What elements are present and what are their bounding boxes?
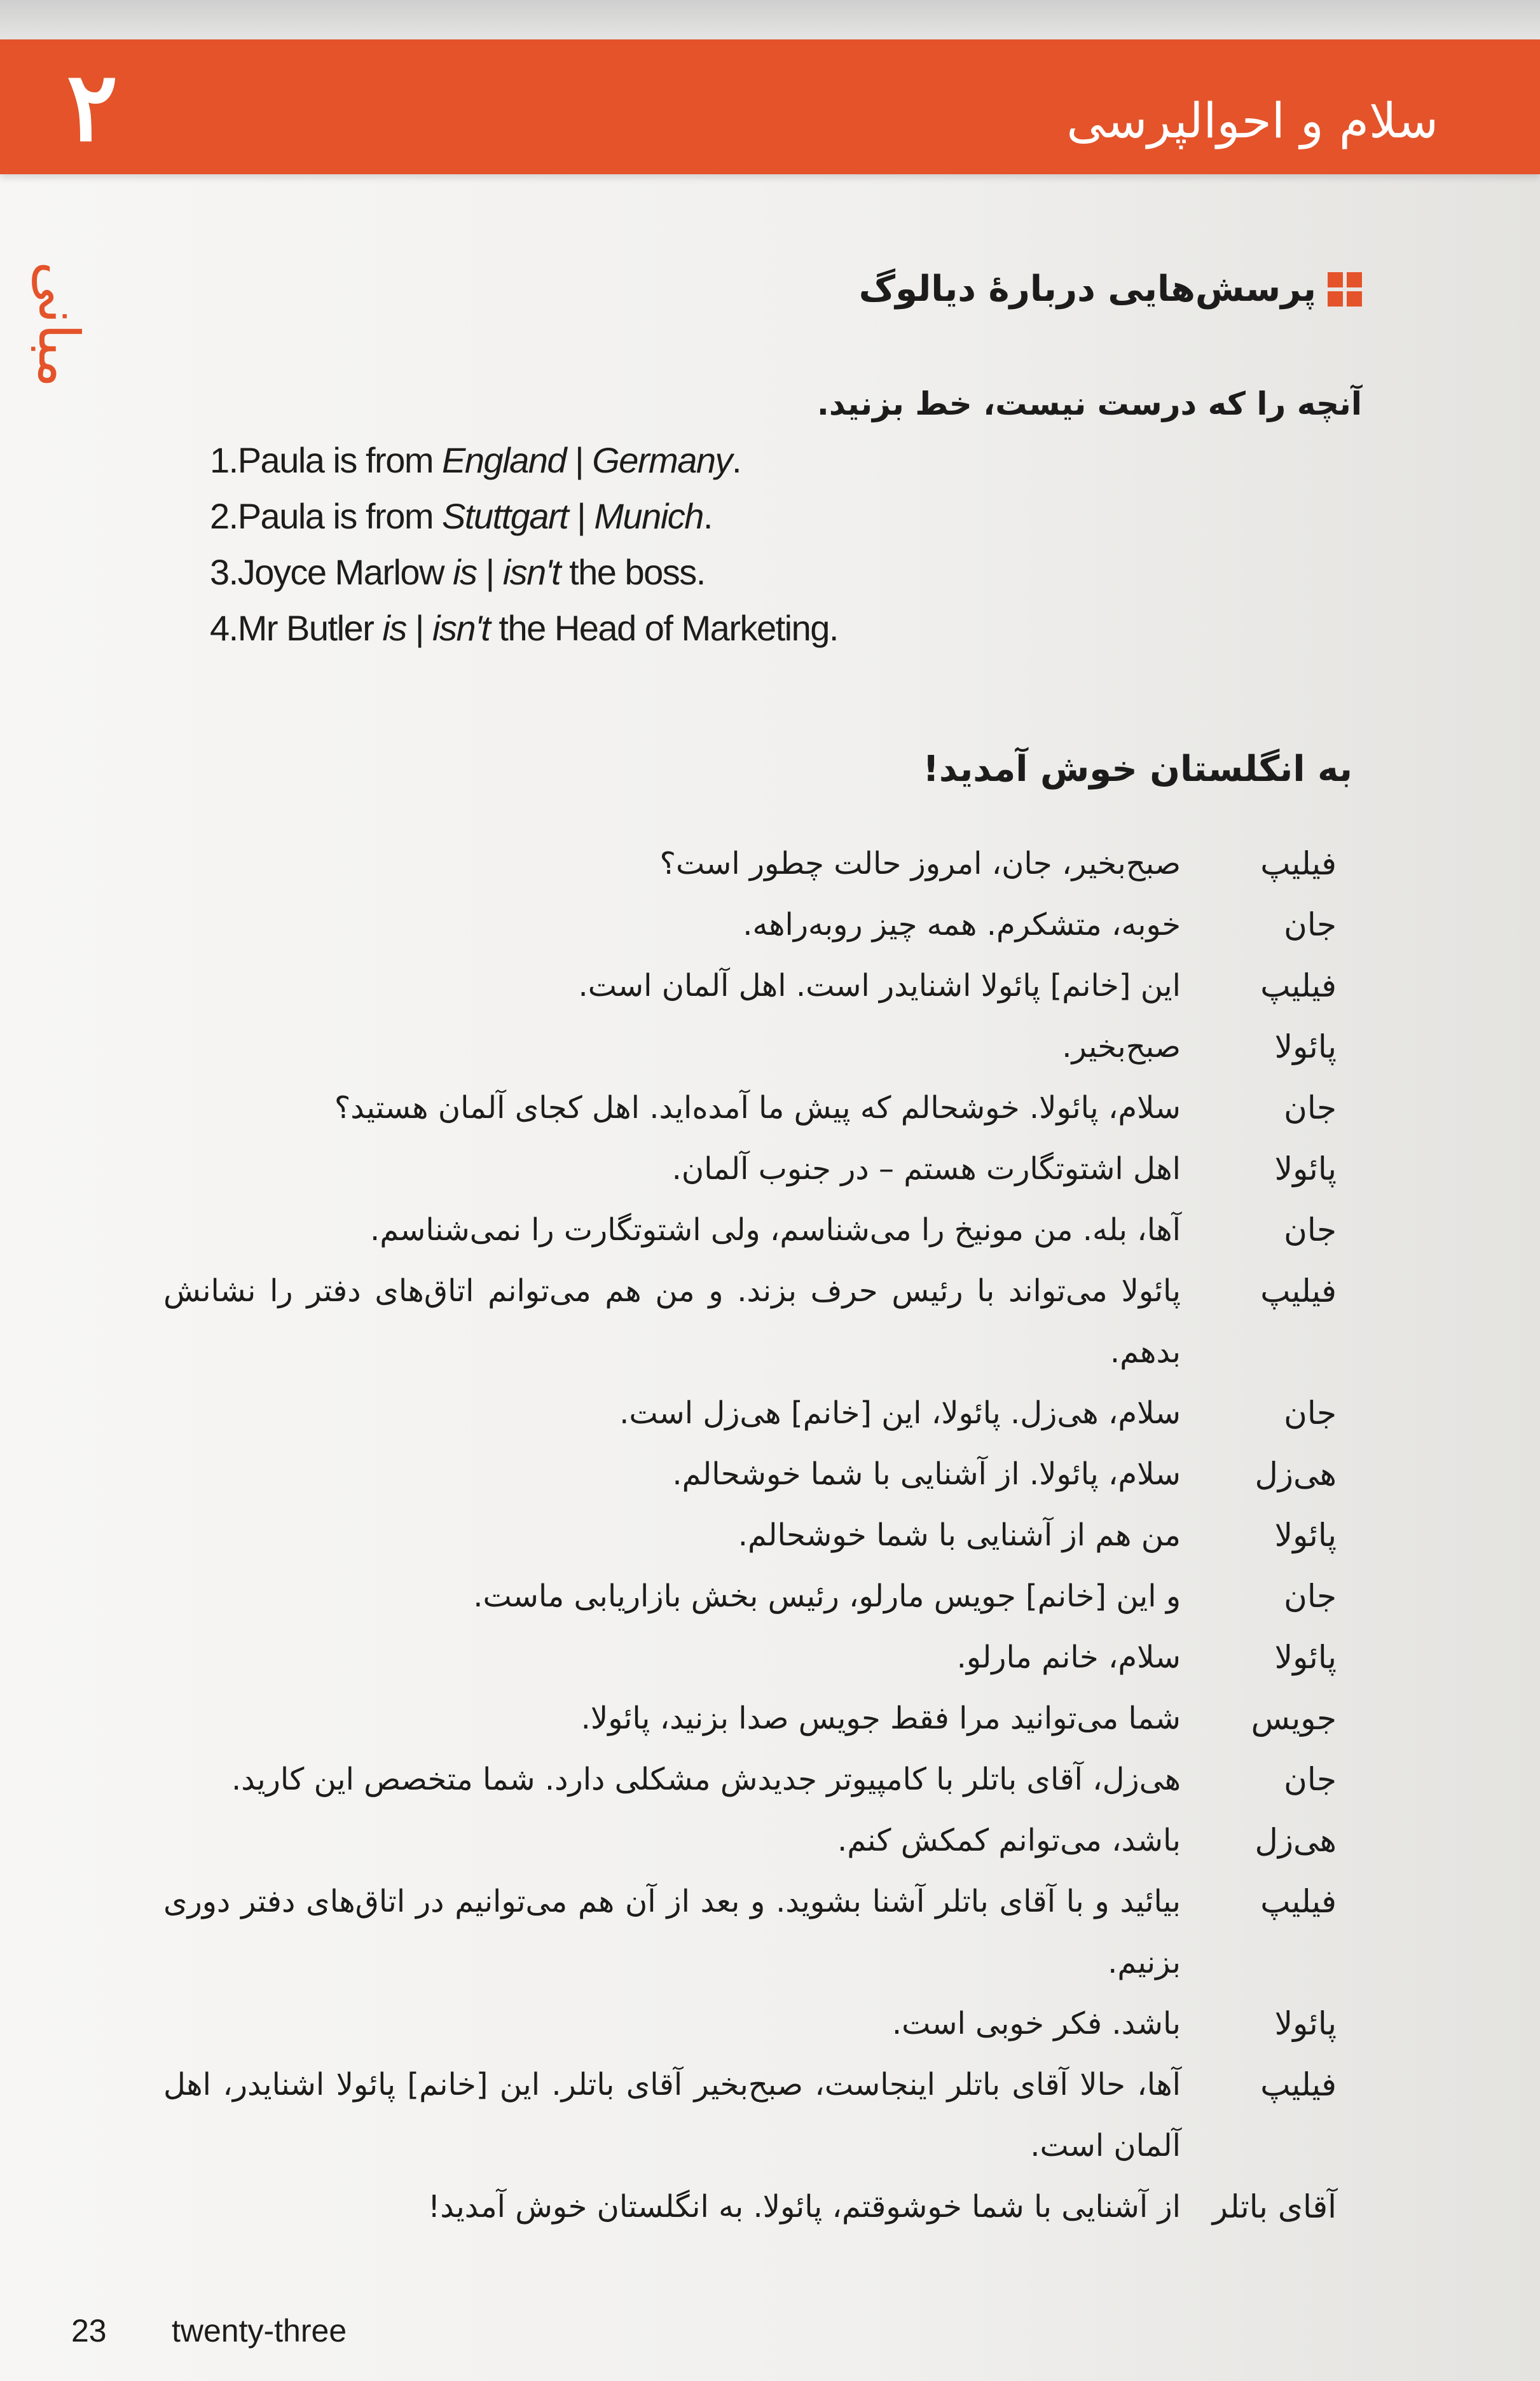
dialogue-line bbox=[0, 1383, 1540, 1444]
dialog-title: به انگلستان خوش آمدید! bbox=[923, 749, 1352, 790]
dialogue-line bbox=[0, 2176, 1540, 2237]
question-list bbox=[210, 432, 1164, 656]
dialogue-line bbox=[0, 1688, 1540, 1749]
dialogue-line bbox=[0, 955, 1540, 1016]
speech-text: بیائید و با آقای باتلر آشنا بشوید. و بعد از آن هم می‌توانیم در اتاق‌های دفتر دوری بزنیم. bbox=[163, 1884, 1181, 1980]
dialogue-line bbox=[0, 2054, 1540, 2176]
speaker-name: جان bbox=[1284, 1761, 1337, 1798]
dialogue-line bbox=[0, 1566, 1540, 1627]
speaker-name: پائولا bbox=[1274, 1028, 1337, 1065]
speech-text: سلام، هی‌زل. پائولا، این [خانم] هی‌زل است. bbox=[619, 1395, 1181, 1431]
dialogue bbox=[0, 833, 1540, 2237]
speech-text: و این [خانم] جویس مارلو، رئیس بخش بازاریابی ماست. bbox=[473, 1578, 1181, 1614]
dialogue-line bbox=[0, 1993, 1540, 2054]
question-item: 4.Mr Butler is | isn't the Head of Marketing. bbox=[210, 608, 838, 648]
four-squares-icon bbox=[1328, 272, 1362, 307]
dialogue-line bbox=[0, 1810, 1540, 1871]
question-item: 1.Paula is from England | Germany. bbox=[210, 440, 741, 480]
speech-text: هی‌زل، آقای باتلر با کامپیوتر جدیدش مشکلی دارد. شما متخصص این کارید. bbox=[231, 1762, 1181, 1797]
dialogue-line bbox=[0, 1444, 1540, 1505]
speech-text: شما می‌توانید مرا فقط جویس صدا بزنید، پائولا. bbox=[581, 1701, 1181, 1736]
speech-text: آها، بله. من مونیخ را می‌شناسم، ولی اشتوتگارت را نمی‌شناسم. bbox=[369, 1212, 1181, 1248]
speech-text: این [خانم] پائولا اشنایدر است. اهل آلمان است. bbox=[578, 968, 1181, 1004]
speaker-name: پائولا bbox=[1274, 2005, 1337, 2042]
speaker-name: آقای باتلر bbox=[1212, 2188, 1337, 2225]
speaker-name: فیلیپ bbox=[1260, 1883, 1337, 1920]
speech-text: من هم از آشنایی با شما خوشحالم. bbox=[738, 1517, 1181, 1553]
option-a: Stuttgart bbox=[442, 496, 568, 536]
side-logo: مبانی bbox=[26, 261, 92, 388]
speaker-name: جان bbox=[1284, 1211, 1337, 1248]
option-b: isn't bbox=[432, 608, 490, 648]
question-item: 3.Joyce Marlow is | isn't the boss. bbox=[210, 552, 705, 592]
speech-text: خوبه، متشکرم. همه چیز روبه‌راهه. bbox=[743, 907, 1181, 942]
speech-text: سلام، پائولا. خوشحالم که پیش ما آمده‌اید. اهل کجای آلمان هستید؟ bbox=[334, 1090, 1181, 1126]
speaker-name: پائولا bbox=[1274, 1639, 1337, 1676]
speaker-name: جویس bbox=[1251, 1700, 1337, 1737]
option-b: Munich bbox=[594, 496, 703, 536]
option-a: England bbox=[442, 440, 567, 480]
speaker-name: پائولا bbox=[1274, 1517, 1337, 1554]
dialogue-line bbox=[0, 833, 1540, 894]
speaker-name: هی‌زل bbox=[1255, 1822, 1337, 1859]
section-heading-text: پرسش‌هایی دربارهٔ دیالوگ bbox=[858, 268, 1316, 310]
speaker-name: فیلیپ bbox=[1260, 2066, 1337, 2103]
option-a: is bbox=[453, 552, 477, 592]
dialogue-line bbox=[0, 1077, 1540, 1138]
option-b: Germany bbox=[592, 440, 732, 480]
instruction-text: آنچه را که درست نیست، خط بزنید. bbox=[816, 385, 1362, 422]
dialogue-line bbox=[0, 1749, 1540, 1810]
speaker-name: جان bbox=[1284, 1395, 1337, 1432]
question-item: 2.Paula is from Stuttgart | Munich. bbox=[210, 496, 712, 536]
page-number-words: twenty-three bbox=[172, 2313, 347, 2349]
dialogue-line bbox=[0, 1871, 1540, 1993]
section-heading bbox=[859, 261, 1362, 318]
option-b: isn't bbox=[502, 552, 561, 592]
speech-text: صبح‌بخیر، جان، امروز حالت چطور است؟ bbox=[659, 846, 1181, 881]
speech-text: باشد. فکر خوبی است. bbox=[891, 2006, 1181, 2041]
speaker-name: فیلیپ bbox=[1260, 967, 1337, 1004]
speech-text: صبح‌بخیر. bbox=[1062, 1029, 1181, 1065]
chapter-number: ۲ bbox=[66, 51, 118, 163]
dialogue-line bbox=[0, 1016, 1540, 1077]
speaker-name: فیلیپ bbox=[1260, 845, 1337, 882]
speech-text: پائولا می‌تواند با رئیس حرف بزند. و من هم می‌توانم اتاق‌های دفتر را نشانش بدهم. bbox=[163, 1273, 1181, 1370]
speaker-name: جان bbox=[1284, 1578, 1337, 1615]
speaker-name: پائولا bbox=[1274, 1150, 1337, 1187]
speech-text: باشد، می‌توانم کمکش کنم. bbox=[837, 1823, 1181, 1858]
speaker-name: جان bbox=[1284, 1089, 1337, 1126]
speech-text: آها، حالا آقای باتلر اینجاست، صبح‌بخیر آقای باتلر. این [خانم] پائولا اشنایدر، اهل آلمان است. bbox=[163, 2067, 1181, 2164]
dialogue-line bbox=[0, 1505, 1540, 1566]
speech-text: سلام، پائولا. از آشنایی با شما خوشحالم. bbox=[672, 1456, 1181, 1492]
dialogue-line bbox=[0, 1199, 1540, 1260]
option-a: is bbox=[382, 608, 406, 648]
speech-text: از آشنایی با شما خوشوقتم، پائولا. به انگلستان خوش آمدید! bbox=[427, 2189, 1181, 2225]
dialogue-line bbox=[0, 1260, 1540, 1383]
dialogue-line bbox=[0, 1138, 1540, 1199]
page-number: 23 bbox=[71, 2313, 107, 2349]
speech-text: سلام، خانم مارلو. bbox=[956, 1639, 1181, 1675]
chapter-title: سلام و احوالپرسی bbox=[1066, 92, 1438, 149]
speaker-name: هی‌زل bbox=[1255, 1456, 1337, 1493]
dialogue-line bbox=[0, 1627, 1540, 1688]
speaker-name: فیلیپ bbox=[1260, 1273, 1337, 1309]
speaker-name: جان bbox=[1284, 906, 1337, 943]
dialogue-line bbox=[0, 894, 1540, 955]
speech-text: اهل اشتوتگارت هستم – در جنوب آلمان. bbox=[671, 1151, 1181, 1187]
